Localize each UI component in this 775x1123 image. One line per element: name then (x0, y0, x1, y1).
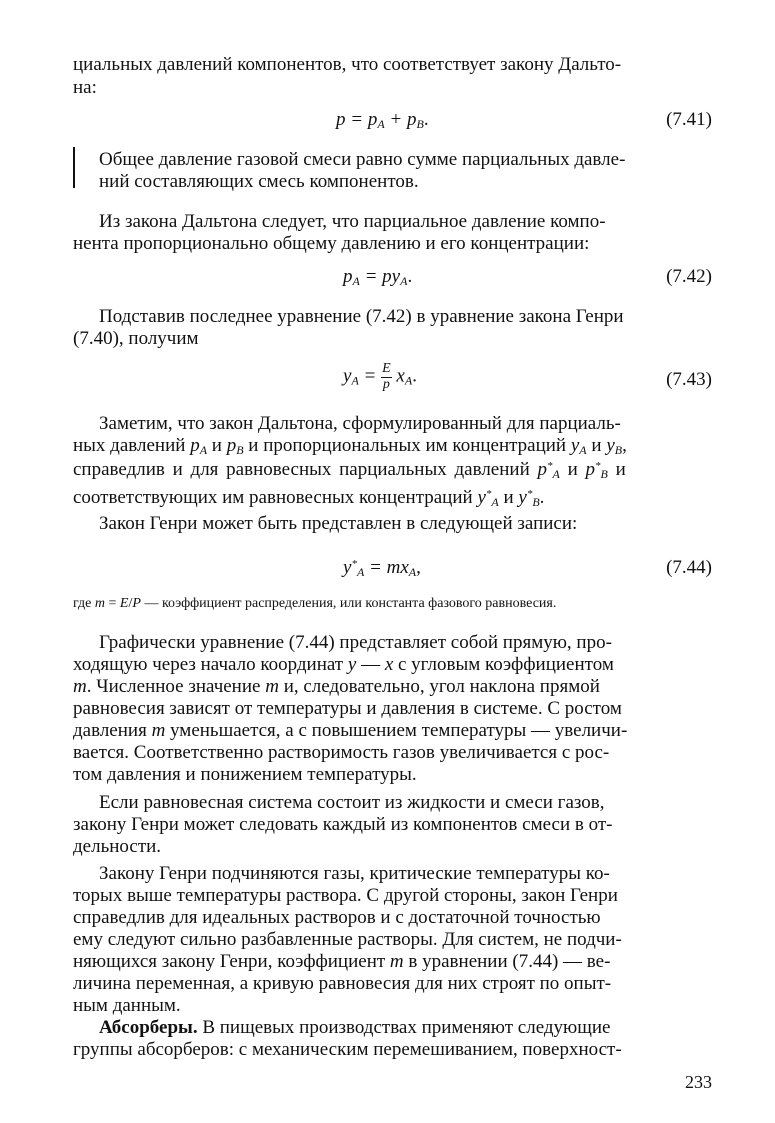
note-line-4: соответствующих им равновесных концентраций $y^*_A$ и $y^*_B$. (73, 487, 545, 509)
equation-number-7-43: (7.43) (666, 369, 712, 390)
equation-7-42: $p_A = py_A$. (343, 266, 413, 288)
mixture-line-3: дельности. (73, 836, 162, 857)
highlight-rule (73, 147, 75, 188)
equation-number-7-44: (7.44) (666, 557, 712, 578)
dalton-line-1: Из закона Дальтона следует, что парциальное давление компо- (99, 211, 606, 232)
henry-form-line: Закон Генри может быть представлен в следующей записи: (99, 513, 578, 534)
graph-line-3: m. Численное значение m и, следовательно, угол наклона прямой (73, 676, 600, 697)
dalton-line-2: нента пропорционально общему давлению и его концентрации: (73, 233, 590, 254)
graph-line-7: том давления и понижением температуры. (73, 764, 417, 785)
obey-line-6: личина переменная, а кривую равновесия для них строят по опыт- (73, 973, 612, 994)
note-line-1: Заметим, что закон Дальтона, сформулированный для парциаль- (99, 413, 621, 434)
note-line-2: ных давлений $p_A$ и $p_B$ и пропорциональных им концентраций $y_A$ и $y_B$, (73, 435, 627, 457)
note-line-3: справедлив и для равновесных парциальных давлений $p^*_A$ и $p^*_B$ и (73, 459, 626, 481)
highlight-line-1: Общее давление газовой смеси равно сумме парциальных давле- (99, 149, 626, 170)
text: циальных давлений компонентов, что соответствует закону Дальто- (73, 54, 622, 75)
page-number: 233 (685, 1072, 712, 1092)
absorbers-line-1-rest: В пищевых производствах применяют следующие (202, 1017, 611, 1038)
graph-line-5: давления m уменьшается, а с повышением температуры — увеличи- (73, 720, 628, 741)
graph-line-2: ходящую через начало координат y — x с угловым коэффициентом (73, 654, 614, 675)
mixture-line-1: Если равновесная система состоит из жидкости и смеси газов, (99, 792, 605, 813)
obey-line-7: ным данным. (73, 995, 181, 1016)
where-note: где m = E/P — коэффициент распределения, или константа фазового равновесия. (73, 596, 557, 611)
obey-line-1: Закону Генри подчиняются газы, критические температуры ко- (99, 863, 610, 884)
subst-line-1: Подставив последнее уравнение (7.42) в уравнение закона Генри (99, 306, 624, 327)
equation-number-7-41: (7.41) (666, 109, 712, 130)
equation-7-44: $y^*_A = mx_A$, (343, 557, 421, 579)
highlight-line-2: ний составляющих смесь компонентов. (99, 171, 419, 192)
obey-line-4: ему следуют сильно разбавленные растворы. Для систем, не подчи- (73, 929, 622, 950)
obey-line-3: справедлив для идеальных растворов и с достаточной точностью (73, 907, 601, 928)
mixture-line-2: закону Генри может следовать каждый из компонентов смеси в от- (73, 814, 613, 835)
equation-7-43: $y_A$ = $\frac{E}{p}$ $x_A$. (343, 361, 417, 392)
graph-line-1: Графически уравнение (7.44) представляет собой прямую, про- (99, 632, 612, 653)
graph-line-4: равновесия зависят от температуры и давления в системе. С ростом (73, 698, 622, 719)
graph-line-6: вается. Соответственно растворимость газов увеличивается с рос- (73, 742, 610, 763)
subst-line-2: (7.40), получим (73, 328, 199, 349)
absorbers-line-1 (99, 1018, 610, 1037)
obey-line-2: торых выше температуры раствора. С другой стороны, закон Генри (73, 885, 618, 906)
absorbers-line-2: группы абсорберов: с механическим перемешиванием, поверхност- (73, 1039, 622, 1060)
intro-line-2: на: (73, 77, 97, 98)
intro-line-1 (73, 55, 712, 74)
equation-7-41: $p = p_A + p_B$. (336, 109, 429, 131)
equation-number-7-42: (7.42) (666, 266, 712, 287)
obey-line-5: няющихся закону Генри, коэффициент m в уравнении (7.44) — ве- (73, 951, 611, 972)
absorbers-heading: Абсорберы. (99, 1017, 198, 1038)
